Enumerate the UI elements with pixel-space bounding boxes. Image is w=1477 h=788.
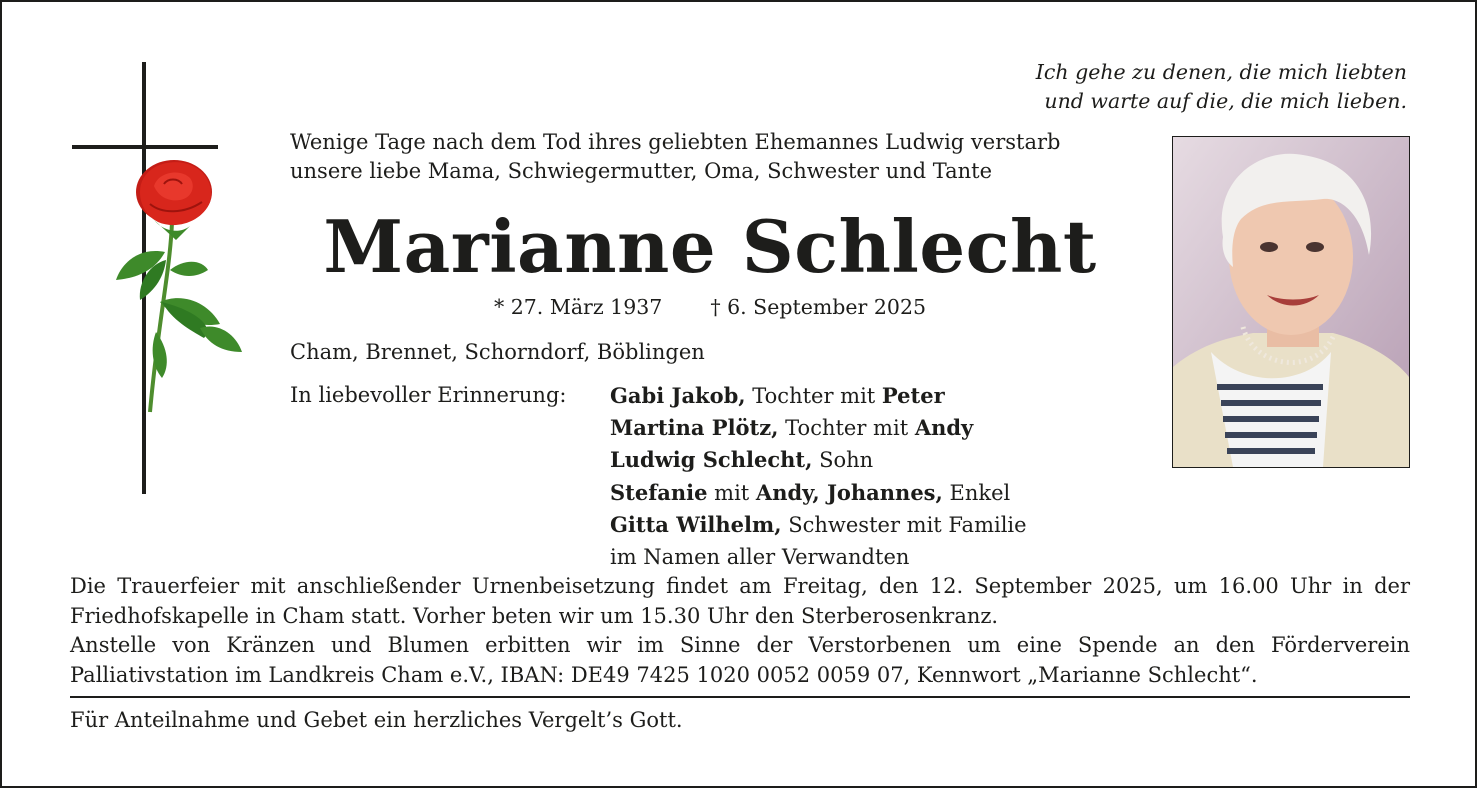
thanks-line: Für Anteilnahme und Gebet ein herzliches Vergelt’s Gott. [70,708,683,732]
mourner-line: Martina Plötz, Tochter mit Andy [610,415,974,441]
mourner-line: Gabi Jakob, Tochter mit Peter [610,383,945,408]
portrait-photo [1172,136,1410,468]
intro-line-1: Wenige Tage nach dem Tod ihres geliebten Ehemannes Ludwig verstarb [290,130,1061,154]
deceased-name: Marianne Schlecht [323,204,1097,289]
quote-line-1: Ich gehe zu denen, die mich liebten [1035,60,1407,84]
service-paragraph: Die Trauerfeier mit anschließender Urnenbeisetzung findet am Freitag, den 12. September 2025, um 16.00 Uhr in der Friedhofskapelle in Cham statt. Vorher beten wir um 15.30 Uhr den Sterberosenkranz. [70,574,1410,628]
intro-text [290,128,1060,186]
divider [70,696,1410,698]
mourner-line: Ludwig Schlecht, Sohn [610,447,874,473]
service-details [70,572,1410,690]
mourners-list [610,380,1027,573]
life-dates [290,292,1130,322]
mourner-line: Stefanie mit Andy, Johannes, Enkel [610,479,1011,505]
cross-bar [72,145,218,149]
death-date: † 6. September 2025 [710,295,927,319]
intro-line-2: unsere liebe Mama, Schwiegermutter, Oma, Schwester und Tante [290,159,993,183]
memory-label: In liebevoller Erinnerung: [290,383,567,407]
donation-paragraph: Anstelle von Kränzen und Blumen erbitten wir im Sinne der Verstorbenen um eine Spende an den Förderverein Palliativstation im Landkreis Cham e.V., IBAN: DE49 7425 1020 0052 0059 07, Kennwort „Marianne Schlecht“. [70,633,1410,687]
rose-icon [110,152,250,426]
quote-line-2: und warte auf die, die mich lieben. [1044,89,1407,113]
epitaph-quote [1036,58,1407,116]
mourner-line: im Namen aller Verwandten [610,545,910,570]
birth-date: * 27. März 1937 [493,295,663,319]
mourner-line: Gitta Wilhelm, Schwester mit Familie [610,511,1027,537]
places-of-residence: Cham, Brennet, Schorndorf, Böblingen [290,340,705,364]
